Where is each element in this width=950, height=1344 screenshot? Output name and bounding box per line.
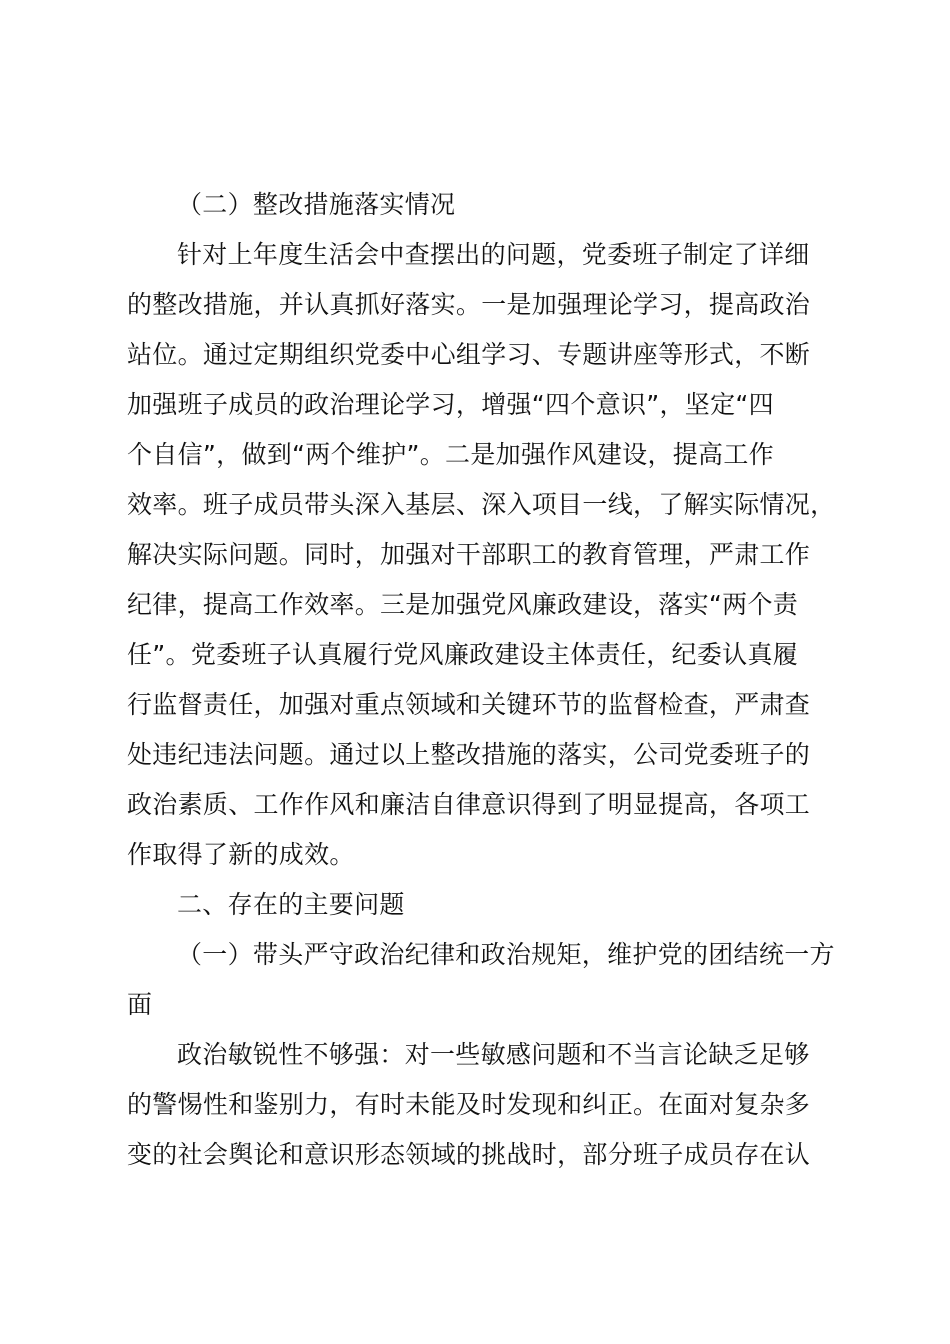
subheading-rectification-measures: （二）整改措施落实情况 bbox=[177, 190, 456, 219]
section-heading-main-problems: 二、存在的主要问题 bbox=[177, 890, 405, 919]
paragraph-line: 个自信”，做到“两个维护”。二是加强作风建设，提高工作 bbox=[127, 440, 774, 469]
paragraph-line: 行监督责任，加强对重点领域和关键环节的监督检查，严肃查 bbox=[127, 690, 811, 719]
paragraph-rectification bbox=[127, 230, 837, 880]
subheading-line: 面 bbox=[127, 990, 153, 1019]
paragraph-line: 加强班子成员的政治理论学习，增强“四个意识”，坚定“四 bbox=[127, 390, 774, 419]
paragraph-line: 纪律，提高工作效率。三是加强党风廉政建设，落实“两个责 bbox=[127, 590, 799, 619]
paragraph-line: 效率。班子成员带头深入基层、深入项目一线，了解实际情况， bbox=[127, 490, 836, 519]
paragraph-line: 解决实际问题。同时，加强对干部职工的教育管理，严肃工作 bbox=[127, 540, 811, 569]
paragraph-line: 站位。通过定期组织党委中心组学习、专题讲座等形式，不断 bbox=[127, 340, 811, 369]
paragraph-line: 政治敏锐性不够强：对一些敏感问题和不当言论缺乏足够 bbox=[177, 1040, 810, 1069]
paragraph-line: 作取得了新的成效。 bbox=[127, 840, 355, 869]
document-body bbox=[127, 180, 837, 1180]
paragraph-line: 任”。党委班子认真履行党风廉政建设主体责任，纪委认真履 bbox=[127, 640, 799, 669]
paragraph-political-sensitivity bbox=[127, 1030, 837, 1180]
subheading-line: （一）带头严守政治纪律和政治规矩，维护党的团结统一方 bbox=[177, 940, 835, 969]
paragraph-line: 的警惕性和鉴别力，有时未能及时发现和纠正。在面对复杂多 bbox=[127, 1090, 811, 1119]
paragraph-line: 针对上年度生活会中查摆出的问题，党委班子制定了详细 bbox=[177, 240, 810, 269]
paragraph-line: 变的社会舆论和意识形态领域的挑战时，部分班子成员存在认 bbox=[127, 1140, 811, 1169]
paragraph-line: 的整改措施，并认真抓好落实。一是加强理论学习，提高政治 bbox=[127, 290, 811, 319]
paragraph-line: 政治素质、工作作风和廉洁自律意识得到了明显提高，各项工 bbox=[127, 790, 811, 819]
subheading-political-discipline bbox=[127, 930, 837, 1030]
paragraph-line: 处违纪违法问题。通过以上整改措施的落实，公司党委班子的 bbox=[127, 740, 811, 769]
